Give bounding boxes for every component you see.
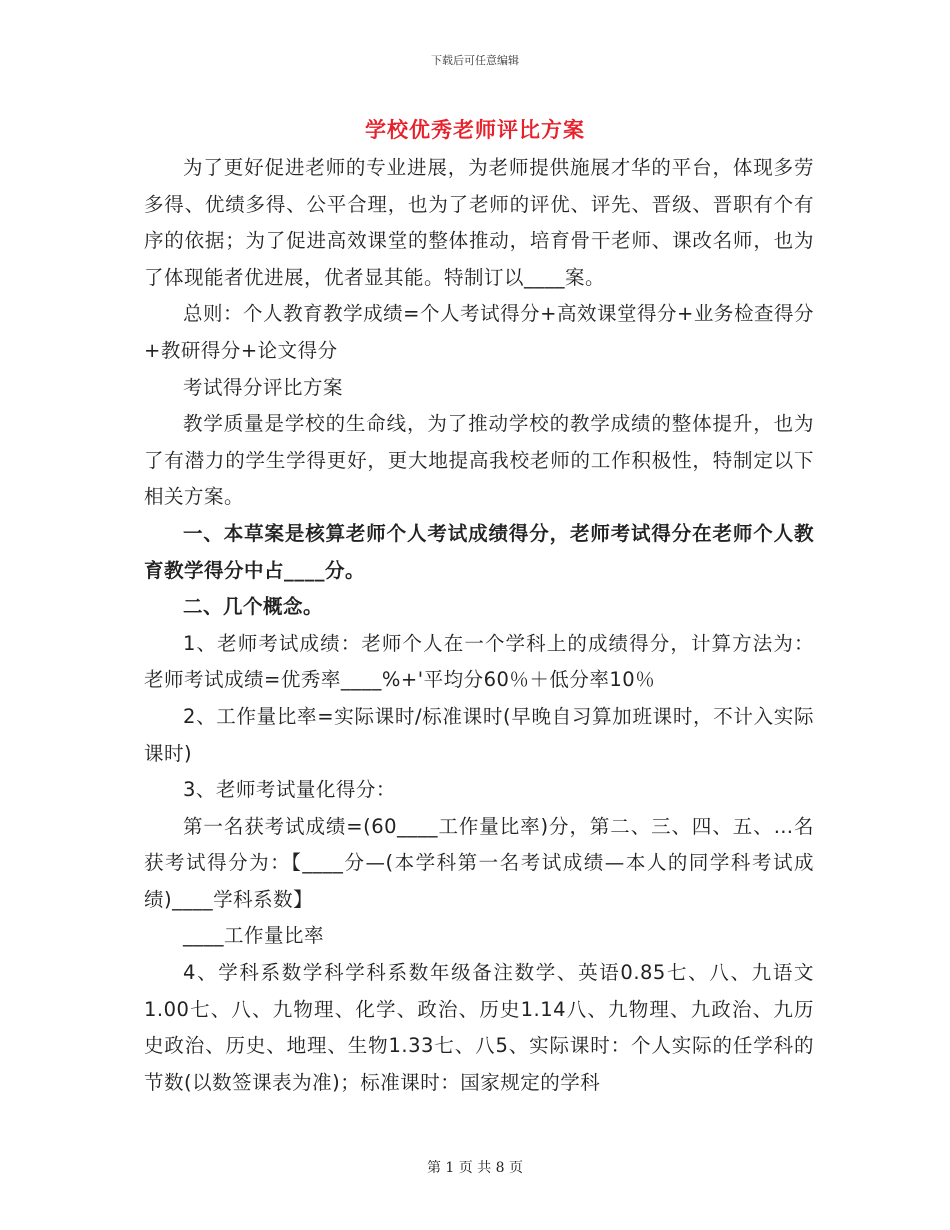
general-rule-paragraph: 总则：个人教育教学成绩=个人考试得分+高效课堂得分+业务检查得分+教研得分+论文得分 <box>144 302 814 362</box>
subject-coefficient-paragraph: 4、学科系数学科学科系数年级备注数学、英语0.85七、八、九语文1.00七、八、九物理、化学、政治、历史1.14八、九物理、九政治、九历史政治、历史、地理、生物1.33七、八5、实际课时：个人实际的任学科的节数(以数签课表为准)；标准课时：国家规定的学科 <box>144 961 814 1094</box>
document-body <box>144 150 814 1101</box>
intro-paragraph: 为了更好促进老师的专业进展，为老师提供施展才华的平台，体现多劳多得、优绩多得、公平合理，也为了老师的评优、评先、晋级、晋职有个有序的依据；为了促进高效课堂的整体推动，培育骨干老师、课改名师，也为了体现能者优进展，优者显其能。特制订以____案。 <box>144 156 814 289</box>
section-heading-exam-score: 考试得分评比方案 <box>183 375 344 399</box>
concept-one-paragraph: 1、老师考试成绩：老师个人在一个学科上的成绩得分，计算方法为：老师考试成绩=优秀率____%+'平均分60％＋低分率10％ <box>144 631 814 692</box>
ranking-score-paragraph: 第一名获考试成绩=(60____工作量比率)分，第二、三、四、五、…名获考试得分为：【____分—(本学科第一名考试成绩—本人的同学科考试成绩)____学科系数】 <box>144 814 814 911</box>
item-two-heading: 二、几个概念。 <box>183 595 324 619</box>
purpose-paragraph: 教学质量是学校的生命线，为了推动学校的教学成绩的整体提升，也为了有潜力的学生学得更好，更大地提高我校老师的工作积极性，特制定以下相关方案。 <box>144 412 814 509</box>
concept-two-paragraph: 2、工作量比率=实际课时/标准课时(早晚自习算加班课时，不计入实际课时) <box>144 704 814 765</box>
concept-three-heading: 3、老师考试量化得分： <box>183 778 396 802</box>
page-number-footer: 第 1 页 共 8 页 <box>426 1160 524 1176</box>
page-header-note: 下载后可任意编辑 <box>431 54 519 67</box>
document-title: 学校优秀老师评比方案 <box>365 118 585 142</box>
workload-ratio-line: ____工作量比率 <box>183 924 325 948</box>
item-one-paragraph: 一、本草案是核算老师个人考试成绩得分，老师考试得分在老师个人教育教学得分中占____分。 <box>144 521 814 582</box>
